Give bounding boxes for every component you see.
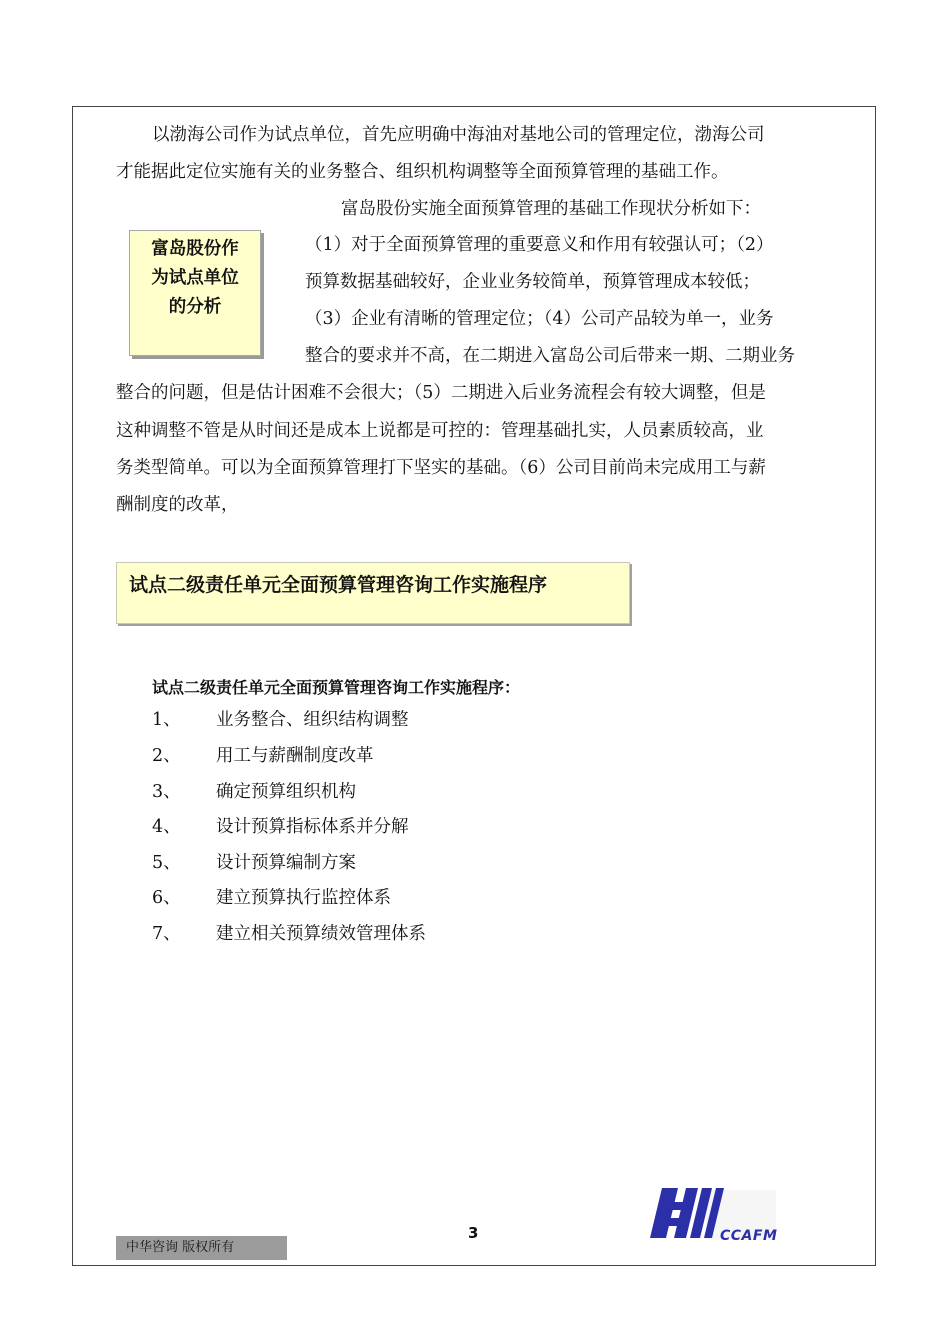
side-note-line: 的分析 [168,297,222,317]
side-note-line: 富岛股份作 [151,239,239,259]
body-line: 这种调整不管是从时间还是成本上说都是可控的：管理基础扎实，人员素质较高，业 [116,421,764,441]
section-subheading: 试点二级责任单元全面预算管理咨询工作实施程序： [152,678,521,697]
list-item-text: 建立预算执行监控体系 [216,888,391,908]
body-line: （3）企业有清晰的管理定位；（4）公司产品较为单一，业务 [305,309,774,329]
list-item-text: 设计预算指标体系并分解 [216,817,409,837]
body-line: 整合的要求并不高，在二期进入富岛公司后带来一期、二期业务 [305,346,795,366]
list-item-number: 1、 [152,710,181,730]
body-line: 富岛股份实施全面预算管理的基础工作现状分析如下： [341,199,761,219]
list-item-text: 确定预算组织机构 [216,782,356,802]
list-item [152,778,356,803]
body-line: 预算数据基础较好，企业业务较简单，预算管理成本较低； [305,272,760,292]
body-line: 才能据此定位实施有关的业务整合、组织机构调整等全面预算管理的基础工作。 [116,162,729,182]
list-item-number: 6、 [152,888,181,908]
list-item-number: 3、 [152,782,181,802]
list-item-text: 业务整合、组织结构调整 [216,710,409,730]
side-note-line: 为试点单位 [151,268,239,288]
body-line: 酬制度的改革， [116,495,239,515]
list-item-text: 用工与薪酬制度改革 [216,746,374,766]
list-item-number: 4、 [152,817,181,837]
list-item [152,849,356,874]
list-item [152,813,409,838]
body-line: 以渤海公司作为试点单位，首先应明确中海油对基地公司的管理定位，渤海公司 [152,125,765,145]
list-item-text: 建立相关预算绩效管理体系 [216,924,426,944]
section-heading: 试点二级责任单元全面预算管理咨询工作实施程序 [116,562,630,624]
copyright-label: 中华咨询 版权所有 [116,1236,287,1260]
page-number: 3 [468,1224,479,1242]
list-item-number: 2、 [152,746,181,766]
list-item [152,706,409,731]
body-line: 务类型简单。可以为全面预算管理打下坚实的基础。（6）公司目前尚未完成用工与薪 [116,458,766,478]
logo-text: CCAFM [720,1228,778,1244]
body-line: 整合的问题，但是估计困难不会很大；（5）二期进入后业务流程会有较大调整，但是 [116,383,766,403]
list-item-text: 设计预算编制方案 [216,853,356,873]
body-line: （1）对于全面预算管理的重要意义和作用有较强认可；（2） [305,235,774,255]
side-note-box [129,230,261,356]
list-item-number: 7、 [152,924,181,944]
list-item [152,920,426,945]
list-item [152,884,391,909]
list-item-number: 5、 [152,853,181,873]
list-item [152,742,374,767]
